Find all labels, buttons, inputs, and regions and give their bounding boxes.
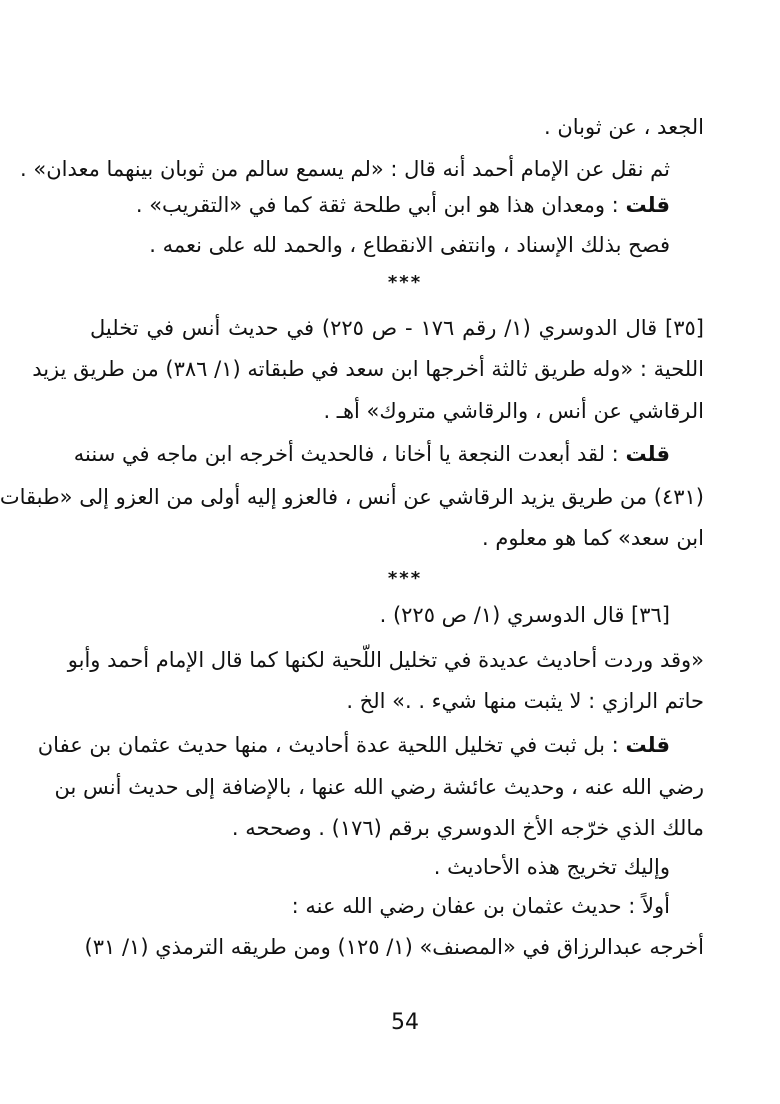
line-text: ابن سعد» كما هو معلوم . <box>482 526 704 550</box>
section-separator-1: *** <box>387 272 423 293</box>
line-text: : بل ثبت في تخليل اللحية عدة أحاديث ، منها حديث عثمان بن عفان <box>37 733 626 757</box>
text-line-6 <box>32 354 704 384</box>
line-text: [٣٦] قال الدوسري (١/ ص ٢٢٥) . <box>379 603 670 627</box>
text-line-12 <box>67 645 704 675</box>
line-text: أولاً : حديث عثمان بن عفان رضي الله عنه : <box>291 894 670 918</box>
line-text: [٣٥] قال الدوسري (١/ رقم ١٧٦ - ص ٢٢٥) في حديث أنس في تخليل <box>90 316 704 340</box>
text-line-9 <box>0 482 704 512</box>
line-text: ثم نقل عن الإمام أحمد أنه قال : «لم يسمع سالم من ثوبان بينهما معدان» . <box>20 157 670 181</box>
qult-label: قلت <box>625 442 670 466</box>
text-line-3 <box>90 190 670 220</box>
text-line-15 <box>54 772 704 802</box>
text-line-17 <box>90 852 670 882</box>
text-line-5 <box>90 313 704 343</box>
line-text: فصح بذلك الإسناد ، وانتفى الانقطاع ، والحمد لله على نعمه . <box>149 233 670 257</box>
qult-label: قلت <box>625 193 670 217</box>
text-line-18 <box>90 891 670 921</box>
line-text: أخرجه عبدالرزاق في «المصنف» (١/ ١٢٥) ومن طريقه الترمذي (١/ ٣١) <box>84 935 704 959</box>
text-line-8 <box>73 439 670 469</box>
line-text: حاتم الرازي : لا يثبت منها شيء . .» الخ . <box>346 689 704 713</box>
line-text: «وقد وردت أحاديث عديدة في تخليل اللّحية لكنها كما قال الإمام أحمد وأبو <box>67 648 704 672</box>
text-line-2 <box>20 154 670 184</box>
text-line-4 <box>90 230 670 260</box>
text-line-13 <box>90 686 704 716</box>
line-text: اللحية : «وله طريق ثالثة أخرجها ابن سعد في طبقاته (١/ ٣٨٦) من طريق يزيد <box>32 357 704 381</box>
qult-label: قلت <box>625 733 670 757</box>
line-text: الرقاشي عن أنس ، والرقاشي متروك» أهـ . <box>323 399 704 423</box>
line-text: الجعد ، عن ثوبان . <box>544 115 704 139</box>
section-separator-2: *** <box>387 568 423 589</box>
text-line-14 <box>37 730 670 760</box>
line-text: مالك الذي خرّجه الأخ الدوسري برقم (١٧٦) . وصححه . <box>231 816 704 840</box>
text-line-19 <box>84 932 704 962</box>
line-text: : لقد أبعدت النجعة يا أخانا ، فالحديث أخرجه ابن ماجه في سننه <box>73 442 626 466</box>
line-text: رضي الله عنه ، وحديث عائشة رضي الله عنها ، بالإضافة إلى حديث أنس بن <box>54 775 704 799</box>
line-text: : ومعدان هذا هو ابن أبي طلحة ثقة كما في «التقريب» . <box>135 193 626 217</box>
line-text: وإليك تخريج هذه الأحاديث . <box>433 855 670 879</box>
text-line-1 <box>90 112 704 142</box>
text-line-16 <box>90 813 704 843</box>
text-line-11 <box>90 600 670 630</box>
line-text: (٤٣١) من طريق يزيد الرقاشي عن أنس ، فالعزو إليه أولى من العزو إلى «طبقات <box>0 485 704 509</box>
text-line-10 <box>90 523 704 553</box>
text-line-7 <box>90 396 704 426</box>
page-number: 54 <box>391 1010 419 1035</box>
